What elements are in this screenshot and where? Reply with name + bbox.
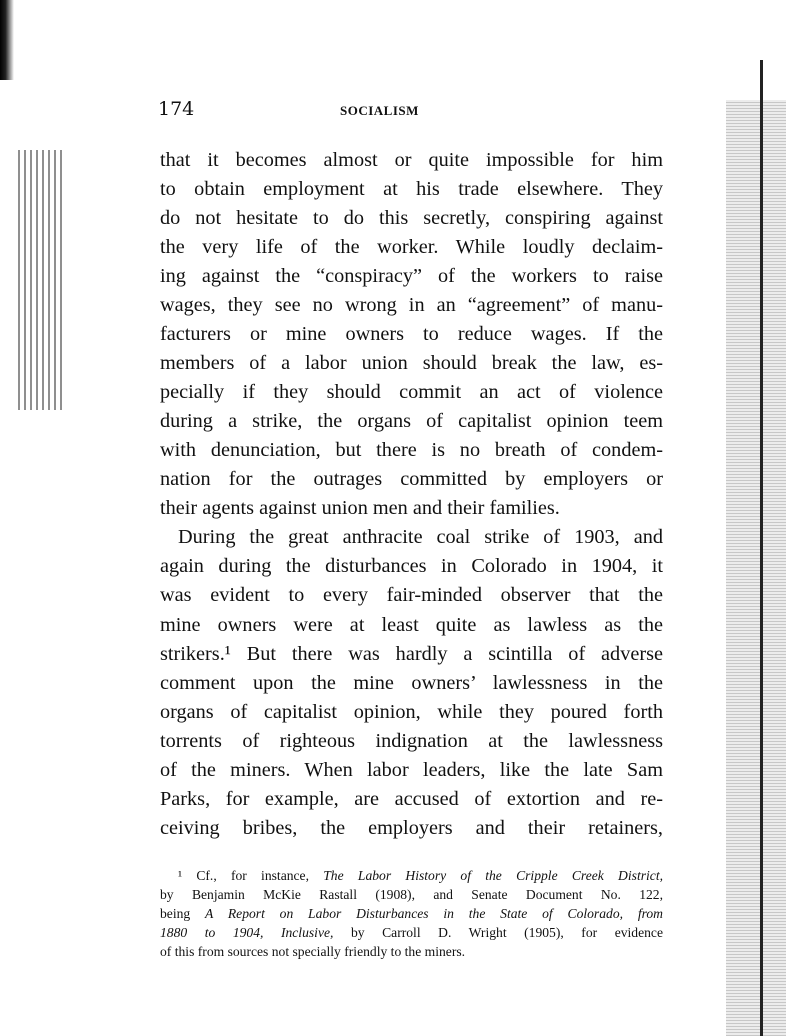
scan-edge-line [760,60,763,1036]
text-line: to obtain employment at his trade elsewhere. They [160,178,663,201]
text-line: nation for the outrages committed by employers or [160,468,663,491]
scan-bleedthrough-left [18,150,63,410]
text-line: with denunciation, but there is no breath of condem- [160,439,663,462]
text-line: do not hesitate to do this secretly, conspiring against [160,207,663,230]
text-line: torrents of righteous indignation at the lawlessness [160,729,663,752]
footnote-line: by Benjamin McKie Rastall (1908), and Senate Document No. 122, [160,886,663,902]
body-text [160,146,663,843]
text-line: strikers.¹ But there was hardly a scintilla of adverse [160,642,663,665]
footnote-line [160,867,663,886]
footnote-line [160,924,663,943]
footnote-text: being [160,905,205,921]
text-line: mine owners were at least quite as lawless as the [160,613,663,636]
text-line: ceiving bribes, the employers and their retainers, [160,816,663,839]
text-line: was evident to every fair-minded observer that the [160,584,663,607]
text-line: again during the disturbances in Colorado in 1904, it [160,555,663,578]
page-number: 174 [158,98,195,120]
text-line: of the miners. When labor leaders, like the late Sam [160,758,663,781]
footnote-title: The Labor History of the Cripple Creek District, [323,868,663,883]
text-line: the very life of the worker. While loudly declaim- [160,236,663,259]
scan-edge-right [726,100,786,1036]
text-line: during a strike, the organs of capitalist opinion teem [160,410,663,433]
footnote-text: ¹ Cf., for instance, [178,868,324,883]
text-line: members of a labor union should break the law, es- [160,352,663,375]
text-line: their agents against union men and their families. [160,497,560,520]
text-line: During the great anthracite coal strike of 1903, and [178,526,663,549]
footnote [160,867,663,961]
text-line: facturers or mine owners to reduce wages. If the [160,323,663,346]
footnote-text: by Carroll D. Wright (1905), for evidence [333,924,663,940]
text-line: comment upon the mine owners’ lawlessness in the [160,671,663,694]
scan-edge-left [0,0,14,80]
footnote-line [160,905,663,924]
footnote-title: A Report on Labor Disturbances in the State of Colorado, from [205,905,663,921]
text-line: wages, they see no wrong in an “agreement” of manu- [160,294,663,317]
running-title: SOCIALISM [340,103,419,118]
footnote-title: 1880 to 1904, Inclusive, [160,924,334,940]
text-line: ing against the “conspiracy” of the workers to raise [160,265,663,288]
text-line: Parks, for example, are accused of extortion and re- [160,787,663,810]
text-line: organs of capitalist opinion, while they poured forth [160,700,663,723]
text-line: that it becomes almost or quite impossible for him [160,149,663,171]
footnote-line: of this from sources not specially friendly to the miners. [160,943,466,959]
text-line: pecially if they should commit an act of violence [160,381,663,404]
